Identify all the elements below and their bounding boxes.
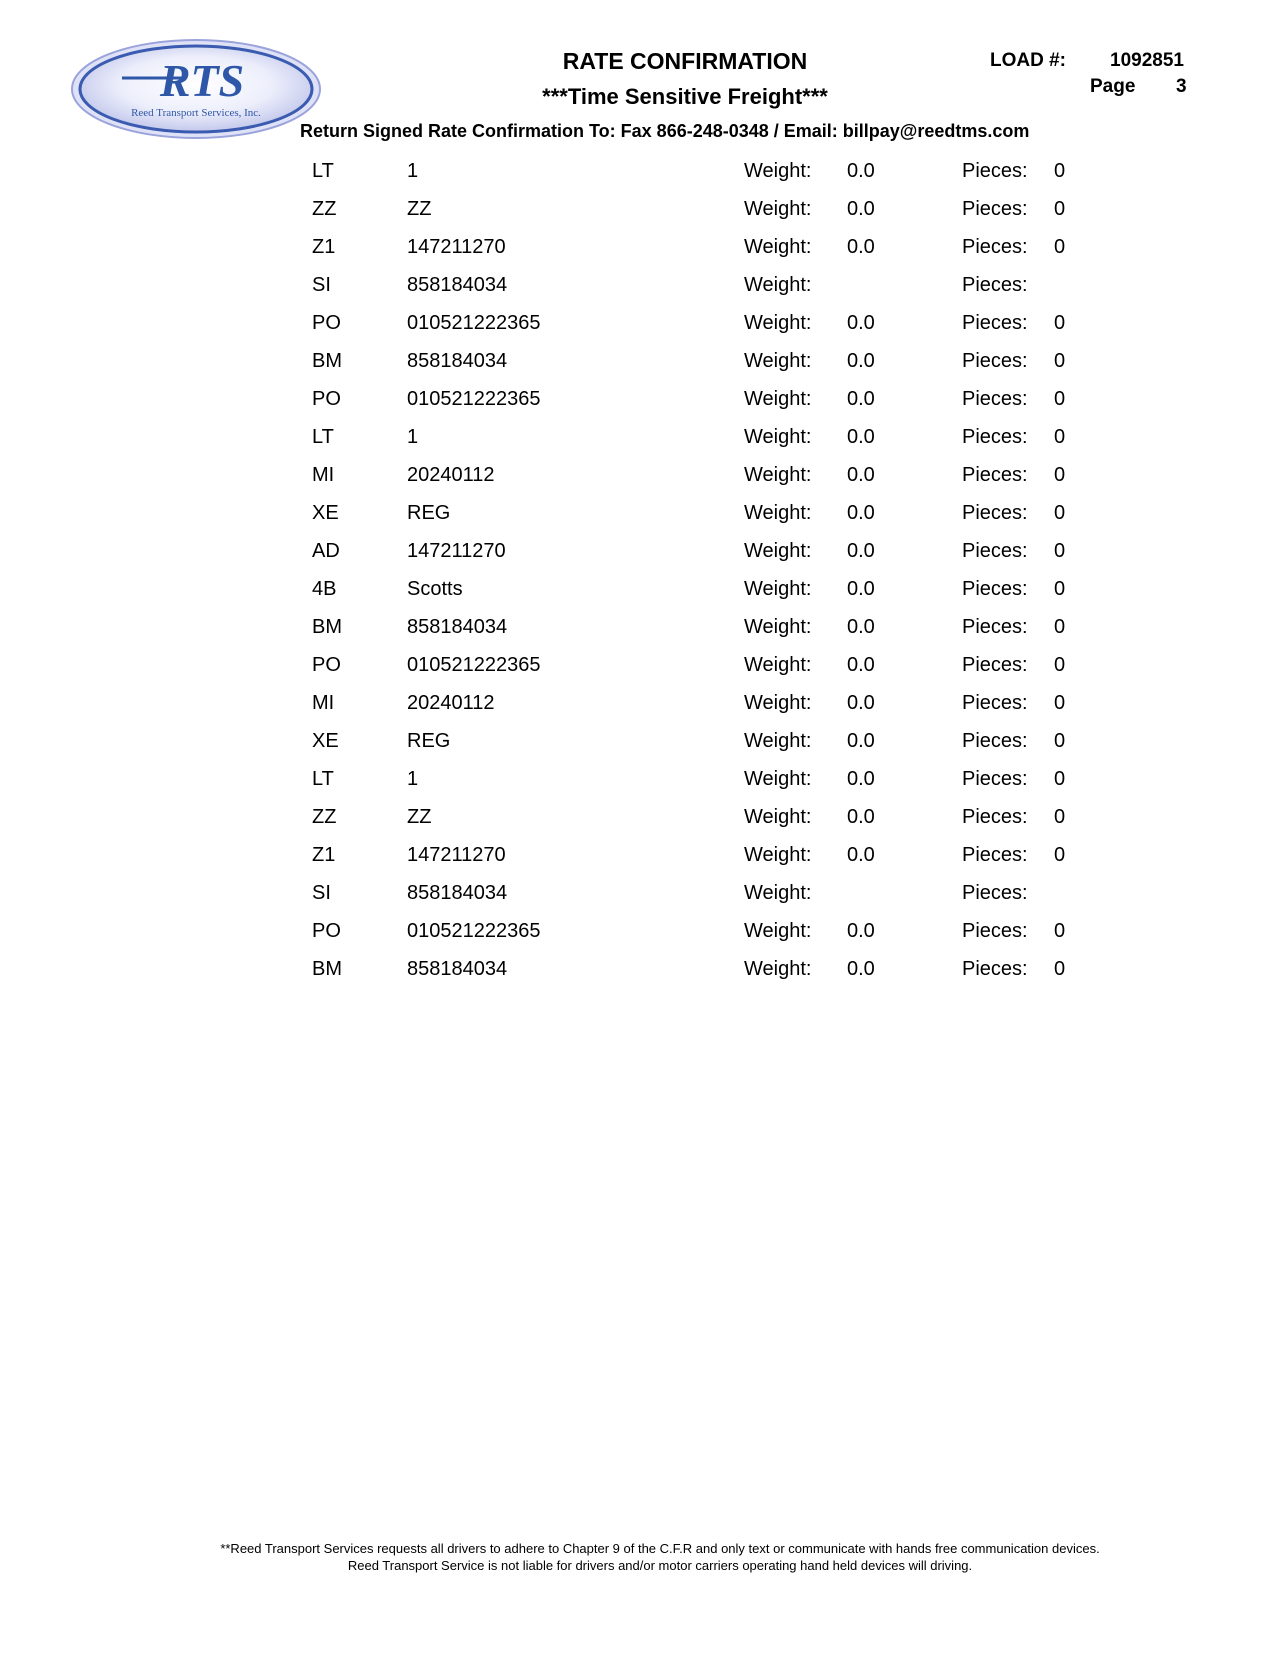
weight-value: 0.0 xyxy=(847,692,875,714)
reference-value: 147211270 xyxy=(407,540,506,562)
weight-label: Weight: xyxy=(744,768,812,790)
pieces-value: 0 xyxy=(1054,844,1066,866)
pieces-label: Pieces: xyxy=(962,502,1028,524)
weight-label: Weight: xyxy=(744,160,812,182)
reference-value: Scotts xyxy=(407,578,463,600)
weight-value: 0.0 xyxy=(847,616,875,638)
weight-value: 0.0 xyxy=(847,920,875,942)
table-row xyxy=(312,498,1072,536)
pieces-label: Pieces: xyxy=(962,350,1028,372)
pieces-label: Pieces: xyxy=(962,198,1028,220)
table-row xyxy=(312,650,1072,688)
pieces-value: 0 xyxy=(1054,502,1066,524)
reference-code: XE xyxy=(312,502,339,524)
reference-code: BM xyxy=(312,958,342,980)
load-number-label: LOAD #: xyxy=(990,50,1066,71)
reference-value: 20240112 xyxy=(407,692,495,714)
weight-value: 0.0 xyxy=(847,578,875,600)
reference-code: LT xyxy=(312,160,334,182)
reference-code: BM xyxy=(312,616,342,638)
pieces-label: Pieces: xyxy=(962,768,1028,790)
reference-code: ZZ xyxy=(312,198,337,220)
pieces-value: 0 xyxy=(1054,388,1066,410)
weight-value: 0.0 xyxy=(847,768,875,790)
pieces-value: 0 xyxy=(1054,920,1066,942)
reference-value: 1 xyxy=(407,160,419,182)
pieces-value: 0 xyxy=(1054,654,1066,676)
pieces-label: Pieces: xyxy=(962,578,1028,600)
weight-label: Weight: xyxy=(744,388,812,410)
pieces-label: Pieces: xyxy=(962,920,1028,942)
reference-value: 1 xyxy=(407,768,419,790)
table-row xyxy=(312,916,1072,954)
table-row xyxy=(312,346,1072,384)
weight-value: 0.0 xyxy=(847,312,875,334)
weight-value: 0.0 xyxy=(847,388,875,410)
reference-code: LT xyxy=(312,768,334,790)
reference-code: SI xyxy=(312,882,331,904)
pieces-label: Pieces: xyxy=(962,844,1028,866)
pieces-label: Pieces: xyxy=(962,882,1028,904)
weight-label: Weight: xyxy=(744,920,812,942)
weight-value: 0.0 xyxy=(847,198,875,220)
pieces-value: 0 xyxy=(1054,160,1066,182)
weight-label: Weight: xyxy=(744,198,812,220)
reference-value: 858184034 xyxy=(407,616,508,638)
logo-subtext: Reed Transport Services, Inc. xyxy=(131,107,261,119)
pieces-label: Pieces: xyxy=(962,958,1028,980)
reference-value: 20240112 xyxy=(407,464,495,486)
weight-value: 0.0 xyxy=(847,806,875,828)
weight-label: Weight: xyxy=(744,426,812,448)
reference-value: 147211270 xyxy=(407,844,506,866)
weight-label: Weight: xyxy=(744,616,812,638)
pieces-value: 0 xyxy=(1054,692,1066,714)
reference-value: REG xyxy=(407,502,451,524)
logo-lettering: RTS xyxy=(159,55,245,106)
table-row xyxy=(312,422,1072,460)
reference-code: ZZ xyxy=(312,806,337,828)
pieces-label: Pieces: xyxy=(962,692,1028,714)
table-row xyxy=(312,802,1072,840)
pieces-label: Pieces: xyxy=(962,236,1028,258)
weight-label: Weight: xyxy=(744,274,812,296)
reference-code: Z1 xyxy=(312,236,336,258)
pieces-value: 0 xyxy=(1054,768,1066,790)
footer-notice xyxy=(0,1540,1283,1574)
reference-code: MI xyxy=(312,692,335,714)
reference-value: ZZ xyxy=(407,806,432,828)
pieces-value: 0 xyxy=(1054,540,1066,562)
table-row xyxy=(312,232,1072,270)
weight-value: 0.0 xyxy=(847,730,875,752)
pieces-value: 0 xyxy=(1054,312,1066,334)
weight-value: 0.0 xyxy=(847,654,875,676)
weight-label: Weight: xyxy=(744,882,812,904)
weight-value: 0.0 xyxy=(847,426,875,448)
return-instructions: Return Signed Rate Confirmation To: Fax 866-248-0348 / Email: billpay@reedtms.com xyxy=(300,121,1030,141)
pieces-value: 0 xyxy=(1054,730,1066,752)
reference-code: BM xyxy=(312,350,342,372)
weight-label: Weight: xyxy=(744,540,812,562)
pieces-label: Pieces: xyxy=(962,274,1028,296)
reference-code: PO xyxy=(312,920,341,942)
weight-label: Weight: xyxy=(744,692,812,714)
reference-value: 010521222365 xyxy=(407,654,541,676)
pieces-label: Pieces: xyxy=(962,160,1028,182)
pieces-label: Pieces: xyxy=(962,388,1028,410)
reference-code: 4B xyxy=(312,578,337,600)
pieces-value: 0 xyxy=(1054,198,1066,220)
reference-code: Z1 xyxy=(312,844,336,866)
pieces-label: Pieces: xyxy=(962,654,1028,676)
reference-value: 010521222365 xyxy=(407,312,541,334)
reference-code: LT xyxy=(312,426,334,448)
reference-value: ZZ xyxy=(407,198,432,220)
pieces-label: Pieces: xyxy=(962,312,1028,334)
table-row xyxy=(312,460,1072,498)
reference-value: 858184034 xyxy=(407,958,508,980)
weight-label: Weight: xyxy=(744,464,812,486)
weight-label: Weight: xyxy=(744,730,812,752)
weight-value: 0.0 xyxy=(847,350,875,372)
pieces-value: 0 xyxy=(1054,806,1066,828)
weight-label: Weight: xyxy=(744,312,812,334)
weight-value: 0.0 xyxy=(847,844,875,866)
pieces-label: Pieces: xyxy=(962,806,1028,828)
table-row xyxy=(312,726,1072,764)
weight-value: 0.0 xyxy=(847,958,875,980)
table-row xyxy=(312,574,1072,612)
pieces-label: Pieces: xyxy=(962,616,1028,638)
pieces-value: 0 xyxy=(1054,464,1066,486)
table-row xyxy=(312,270,1072,308)
table-row xyxy=(312,384,1072,422)
weight-value: 0.0 xyxy=(847,502,875,524)
table-row xyxy=(312,612,1072,650)
table-row xyxy=(312,536,1072,574)
pieces-value: 0 xyxy=(1054,236,1066,258)
table-row xyxy=(312,688,1072,726)
reference-value: 010521222365 xyxy=(407,920,541,942)
reference-value: 010521222365 xyxy=(407,388,541,410)
pieces-value: 0 xyxy=(1054,958,1066,980)
weight-label: Weight: xyxy=(744,350,812,372)
weight-label: Weight: xyxy=(744,502,812,524)
weight-value: 0.0 xyxy=(847,160,875,182)
footer-line-1: **Reed Transport Services requests all drivers to adhere to Chapter 9 of the C.F.R and only text or communicate with hands free communication devices. xyxy=(220,1541,1100,1556)
weight-label: Weight: xyxy=(744,958,812,980)
document-title: RATE CONFIRMATION xyxy=(562,48,808,74)
pieces-label: Pieces: xyxy=(962,540,1028,562)
table-row xyxy=(312,308,1072,346)
reference-code: SI xyxy=(312,274,331,296)
pieces-label: Pieces: xyxy=(962,464,1028,486)
reference-value: 147211270 xyxy=(407,236,506,258)
reference-value: 858184034 xyxy=(407,882,508,904)
weight-value: 0.0 xyxy=(847,464,875,486)
reference-code: XE xyxy=(312,730,339,752)
reference-value: REG xyxy=(407,730,451,752)
pieces-value: 0 xyxy=(1054,616,1066,638)
weight-label: Weight: xyxy=(744,578,812,600)
reference-code: AD xyxy=(312,540,340,562)
weight-label: Weight: xyxy=(744,654,812,676)
reference-value: 858184034 xyxy=(407,274,508,296)
table-row xyxy=(312,878,1072,916)
pieces-value: 0 xyxy=(1054,426,1066,448)
weight-label: Weight: xyxy=(744,844,812,866)
reference-table xyxy=(312,156,1072,992)
footer-line-2: Reed Transport Service is not liable for drivers and/or motor carriers operating hand held devices will driving. xyxy=(347,1558,973,1573)
pieces-value: 0 xyxy=(1054,578,1066,600)
weight-value: 0.0 xyxy=(847,236,875,258)
reference-value: 1 xyxy=(407,426,419,448)
reference-code: PO xyxy=(312,388,341,410)
weight-label: Weight: xyxy=(744,806,812,828)
document-subtitle: ***Time Sensitive Freight*** xyxy=(542,84,828,109)
pieces-label: Pieces: xyxy=(962,426,1028,448)
reference-code: PO xyxy=(312,654,341,676)
reference-code: PO xyxy=(312,312,341,334)
table-row xyxy=(312,156,1072,194)
weight-label: Weight: xyxy=(744,236,812,258)
table-row xyxy=(312,764,1072,802)
reference-code: MI xyxy=(312,464,335,486)
table-row xyxy=(312,840,1072,878)
page-number: 3 xyxy=(1176,76,1187,97)
page-label: Page xyxy=(1090,76,1136,97)
weight-value: 0.0 xyxy=(847,540,875,562)
load-number: 1092851 xyxy=(1110,50,1184,71)
table-row xyxy=(312,194,1072,232)
company-logo xyxy=(70,38,322,140)
reference-value: 858184034 xyxy=(407,350,508,372)
table-row xyxy=(312,954,1072,992)
pieces-value: 0 xyxy=(1054,350,1066,372)
pieces-label: Pieces: xyxy=(962,730,1028,752)
